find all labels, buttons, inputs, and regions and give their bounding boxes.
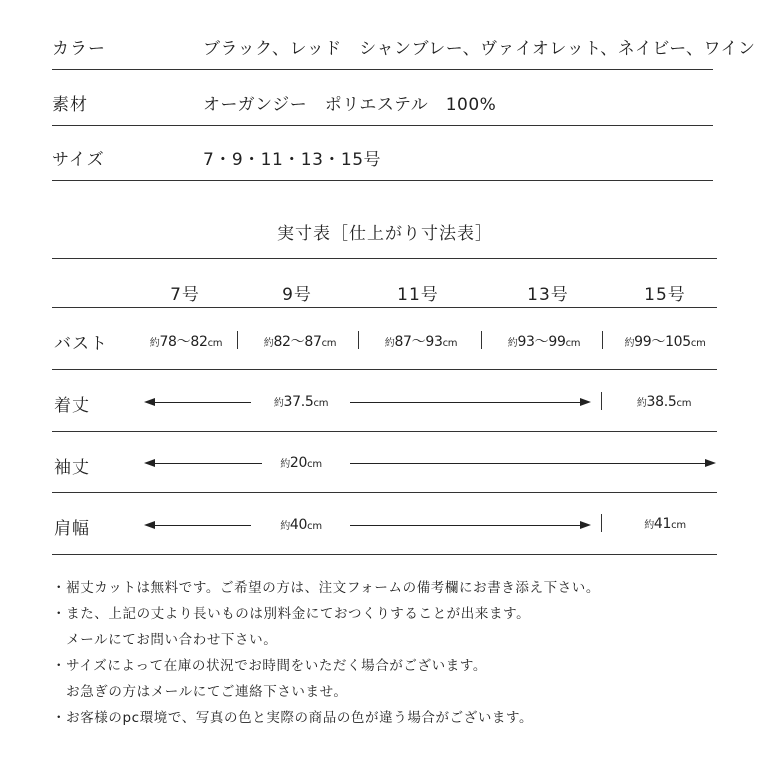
separator <box>601 514 602 532</box>
note-line: ・裾丈カットは無料です。ご希望の方は、注文フォームの備考欄にお書き添え下さい。 <box>52 580 601 596</box>
note-line: ・サイズによって在庫の状況でお時間をいただく場合がございます。 <box>52 658 487 674</box>
divider <box>52 492 717 493</box>
arrow-right-icon <box>580 521 591 529</box>
shoulder-value-15: 約41cm <box>644 516 686 532</box>
bust-value-11: 約87〜93cm <box>384 334 458 350</box>
arrow-line <box>350 525 584 526</box>
separator <box>602 331 603 349</box>
shoulder-label: 肩幅 <box>54 519 90 539</box>
separator <box>481 331 482 349</box>
divider <box>52 125 713 126</box>
divider <box>52 431 717 432</box>
note-line: ・お客様のpc環境で、写真の色と実際の商品の色が違う場合がございます。 <box>52 710 534 726</box>
separator <box>601 392 602 410</box>
material-label: 素材 <box>52 95 88 115</box>
bust-value-13: 約93〜99cm <box>507 334 581 350</box>
arrow-line <box>350 402 584 403</box>
separator <box>237 331 238 349</box>
header-size-11: 11号 <box>397 285 439 305</box>
notes <box>52 575 600 731</box>
note-line: ・また、上記の丈より長いものは別料金にておつくりすることが出来ます。 <box>52 606 531 622</box>
color-label: カラー <box>52 39 106 59</box>
divider <box>52 369 717 370</box>
length-range-value: 約37.5cm <box>273 394 329 410</box>
divider <box>52 180 713 181</box>
arrow-line <box>150 463 262 464</box>
bust-label: バスト <box>54 334 108 354</box>
sleeve-range-value: 約20cm <box>280 455 322 471</box>
separator <box>358 331 359 349</box>
sleeve-label: 袖丈 <box>54 458 90 478</box>
table-bottom-rule <box>52 554 717 555</box>
header-size-13: 13号 <box>527 285 569 305</box>
length-value-15: 約38.5cm <box>636 394 692 410</box>
arrow-line <box>150 402 251 403</box>
header-size-7: 7号 <box>170 285 200 305</box>
length-label: 着丈 <box>54 396 90 416</box>
shoulder-range-value: 約40cm <box>280 517 322 533</box>
header-size-15: 15号 <box>644 285 686 305</box>
size-label: サイズ <box>52 150 105 170</box>
arrow-line <box>350 463 710 464</box>
size-value: 7・9・11・13・15号 <box>203 150 382 170</box>
material-value: オーガンジー ポリエステル 100% <box>203 95 497 115</box>
bust-value-7: 約78〜82cm <box>149 334 223 350</box>
table-top-rule <box>52 258 717 259</box>
note-line: お急ぎの方はメールにてご連絡下さいませ。 <box>52 684 348 700</box>
divider <box>52 69 713 70</box>
arrow-right-icon <box>705 459 716 467</box>
bust-value-9: 約82〜87cm <box>263 334 337 350</box>
note-line: メールにてお問い合わせ下さい。 <box>52 632 278 648</box>
divider <box>52 307 717 308</box>
header-size-9: 9号 <box>282 285 312 305</box>
arrow-right-icon <box>580 398 591 406</box>
color-value: ブラック、レッド シャンブレー、ヴァイオレット、ネイビー、ワイン <box>203 39 756 59</box>
arrow-line <box>150 525 251 526</box>
table-caption: 実寸表［仕上がり寸法表］ <box>277 224 493 244</box>
bust-value-15: 約99〜105cm <box>624 334 706 350</box>
